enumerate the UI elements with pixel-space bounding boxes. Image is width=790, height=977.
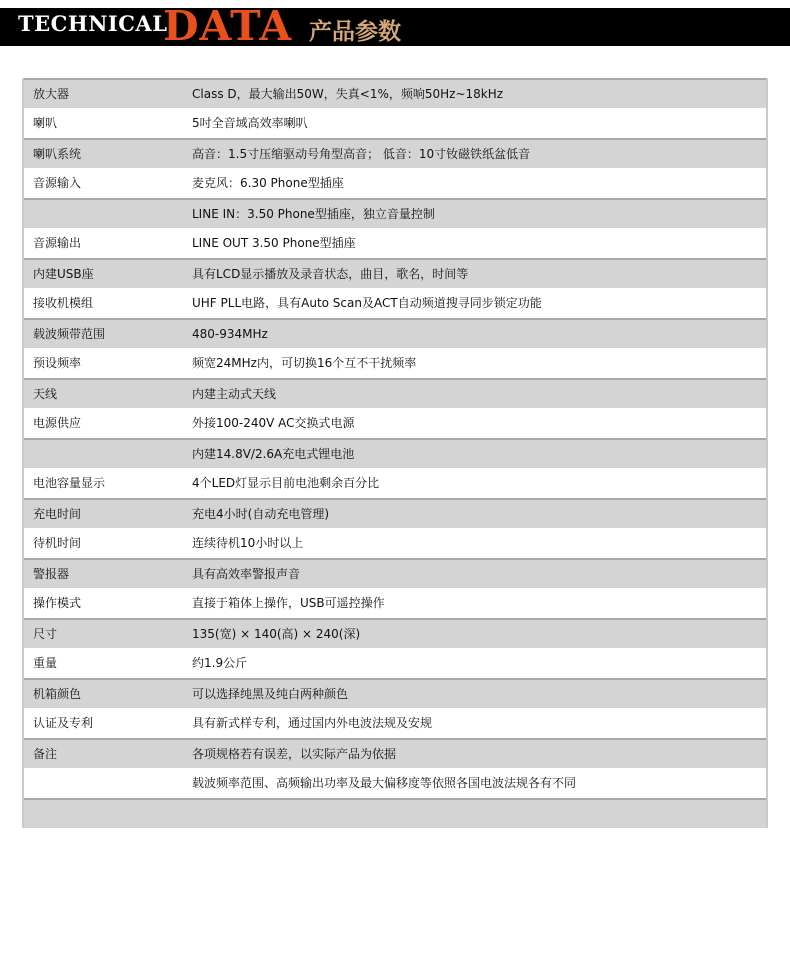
spec-row xyxy=(24,348,766,378)
spec-row xyxy=(24,558,766,588)
spec-label: 电池容量显示 xyxy=(33,476,106,490)
header-banner xyxy=(0,2,790,50)
spec-label: 充电时间 xyxy=(33,507,82,521)
spec-row xyxy=(24,258,766,288)
spec-label: 重量 xyxy=(33,656,58,670)
spec-row xyxy=(24,768,766,798)
spec-label: 天线 xyxy=(33,387,58,401)
spec-row xyxy=(24,78,766,108)
spec-value: Class D，最大输出50W，失真<1%，频响50Hz~18kHz xyxy=(192,87,504,101)
spec-value: 频宽24MHz内，可切换16个互不干扰频率 xyxy=(192,356,417,370)
spec-row xyxy=(24,588,766,618)
header-technical: TECHNICAL xyxy=(18,11,168,36)
spec-label: 喇叭系统 xyxy=(33,147,82,161)
spec-value: 各项规格若有误差，以实际产品为依据 xyxy=(192,747,397,761)
spec-value: 5吋全音域高效率喇叭 xyxy=(192,116,308,130)
spec-label: 尺寸 xyxy=(33,627,58,641)
spec-value: LINE OUT 3.50 Phone型插座 xyxy=(192,236,356,250)
spec-table xyxy=(22,78,768,828)
spec-label: 警报器 xyxy=(33,567,70,581)
spec-row xyxy=(24,708,766,738)
spec-value: 135(宽) × 140(高) × 240(深) xyxy=(192,627,361,641)
spec-value: 连续待机10小时以上 xyxy=(192,536,304,550)
spec-value: 具有新式样专利，通过国内外电波法规及安规 xyxy=(192,716,433,730)
spec-value: 充电4小时(自动充电管理) xyxy=(192,507,329,521)
spec-value: 4个LED灯显示目前电池剩余百分比 xyxy=(192,476,380,490)
spec-row xyxy=(24,528,766,558)
spec-label: 操作模式 xyxy=(33,596,82,610)
spec-label: 认证及专利 xyxy=(33,716,94,730)
spec-label: 备注 xyxy=(33,747,58,761)
spec-row xyxy=(24,618,766,648)
spec-row xyxy=(24,198,766,228)
spec-row xyxy=(24,318,766,348)
spec-value: 约1.9公斤 xyxy=(192,656,248,670)
spec-value: 直接于箱体上操作，USB可遥控操作 xyxy=(192,596,385,610)
spec-value: 可以选择纯黑及纯白两种颜色 xyxy=(192,687,349,701)
spec-value: 内建主动式天线 xyxy=(192,387,277,401)
spec-value: UHF PLL电路，具有Auto Scan及ACT自动频道搜寻同步锁定功能 xyxy=(192,296,542,310)
spec-row xyxy=(24,288,766,318)
spec-label: 音源输出 xyxy=(33,236,82,250)
spec-row xyxy=(24,408,766,438)
spec-row xyxy=(24,648,766,678)
spec-label: 载波频带范围 xyxy=(33,327,106,341)
spec-row xyxy=(24,168,766,198)
spec-label: 电源供应 xyxy=(33,416,82,430)
spec-label: 机箱颜色 xyxy=(33,687,82,701)
spec-value: 具有高效率警报声音 xyxy=(192,567,301,581)
spec-label: 音源输入 xyxy=(33,176,82,190)
spec-row xyxy=(24,378,766,408)
spec-value: 内建14.8V/2.6A充电式锂电池 xyxy=(192,447,355,461)
spec-value: 480-934MHz xyxy=(192,327,268,341)
spec-value: 麦克风：6.30 Phone型插座 xyxy=(192,176,344,190)
spec-value: 载波频率范围、高频输出功率及最大偏移度等依照各国电波法规各有不同 xyxy=(192,776,577,790)
spec-row xyxy=(24,438,766,468)
header-chinese-title: 产品参数 xyxy=(309,18,401,45)
spec-label: 放大器 xyxy=(33,87,70,101)
spec-row xyxy=(24,678,766,708)
spec-label: 内建USB座 xyxy=(33,267,94,281)
spec-label: 待机时间 xyxy=(33,536,82,550)
spec-label: 接收机模组 xyxy=(33,296,94,310)
spec-value: 具有LCD显示播放及录音状态，曲目，歌名，时间等 xyxy=(192,267,469,281)
spec-row xyxy=(24,138,766,168)
spec-row xyxy=(24,468,766,498)
header-data: DATA xyxy=(163,2,293,50)
spec-row xyxy=(24,738,766,768)
spec-label: 喇叭 xyxy=(33,116,58,130)
spec-row xyxy=(24,228,766,258)
spec-row xyxy=(24,108,766,138)
spec-value: 外接100-240V AC交换式电源 xyxy=(192,416,355,430)
spec-row xyxy=(24,498,766,528)
spec-row xyxy=(24,798,766,828)
spec-value: 高音：1.5寸压缩驱动号角型高音； 低音：10寸钕磁铁纸盆低音 xyxy=(192,147,531,161)
spec-value: LINE IN：3.50 Phone型插座，独立音量控制 xyxy=(192,207,435,221)
spec-label: 预设频率 xyxy=(33,356,82,370)
